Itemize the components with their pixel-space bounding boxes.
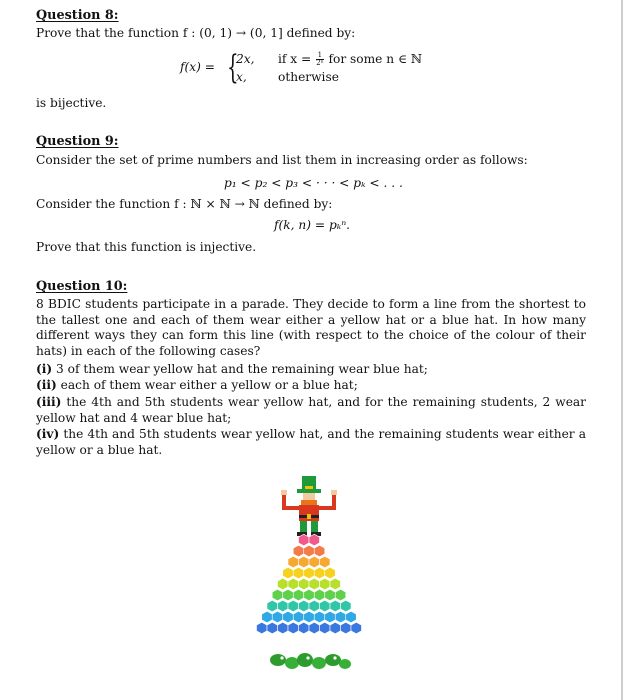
pyramid-hexagon [309, 578, 320, 590]
question-10-case-4 [36, 427, 586, 458]
pyramid-hexagon [320, 622, 331, 634]
pyramid-hexagon [320, 556, 331, 568]
pyramid-hexagon [304, 611, 315, 623]
question-10-case-3 [36, 395, 586, 426]
pyramid-hexagon [314, 545, 325, 557]
shamrock-icon [339, 659, 351, 669]
shamrock-icon [325, 654, 341, 666]
fraction-numerator: 1 [317, 51, 323, 59]
question-10-heading: Question 10: [36, 279, 128, 294]
leprechaun-figure [281, 476, 337, 536]
pyramid-hexagon [346, 611, 357, 623]
case-label: (i) [36, 362, 53, 376]
question-9-line-1: Consider the set of prime numbers and list them in increasing order as follows: [36, 153, 528, 167]
pyramid-hexagon [288, 578, 299, 590]
case-1-condition-pre: if x = [278, 52, 312, 66]
pyramid-hexagon [309, 556, 320, 568]
primes-chain: p₁ < p₂ < p₃ < · · · < pₖ < . . . [224, 176, 403, 190]
question-10-intro: 8 BDIC students participate in a parade. They decide to form a line from the shortest to the tallest one and each of them wear either a yellow hat or a blue hat. In how many different ways they can form this line (with respect to the choice of the colour of their hats) in each of the following cases? [36, 297, 586, 358]
shamrock-icon [297, 653, 313, 667]
shamrock-icon [312, 657, 326, 669]
question-8-conclusion: is bijective. [36, 96, 107, 110]
pyramid-hexagon [341, 600, 352, 612]
fraction-denominator: 2ⁿ [316, 59, 324, 67]
pyramid-hexagon [288, 600, 299, 612]
case-text: each of them wear either a yellow or a blue hat; [60, 378, 358, 392]
pyramid-hexagon [325, 589, 336, 601]
question-9-heading: Question 9: [36, 134, 119, 149]
pyramid-hexagon [262, 611, 273, 623]
pyramid-hexagon [320, 600, 331, 612]
question-9-line-3: Prove that this function is injective. [36, 240, 257, 254]
case-1-condition [278, 52, 422, 68]
shamrock-row [270, 653, 351, 669]
pyramid-hexagon [330, 600, 341, 612]
pyramid-hexagon [325, 611, 336, 623]
pyramid-hexagon [299, 556, 310, 568]
question-10-case-2 [36, 378, 586, 394]
pyramid-hexagon [309, 600, 320, 612]
pyramid-hexagon [299, 600, 310, 612]
pyramid-hexagon [304, 545, 315, 557]
pyramid-hexagon [299, 534, 310, 546]
pyramid-hexagon [335, 611, 346, 623]
pyramid-hexagon [293, 589, 304, 601]
pyramid-hexagon [314, 567, 325, 579]
question-8-heading: Question 8: [36, 8, 119, 23]
pyramid-hexagon [299, 622, 310, 634]
pyramid-hexagon [293, 545, 304, 557]
pyramid-hexagon [267, 622, 278, 634]
case-1-expression: 2x, [236, 52, 255, 66]
case-text: the 4th and 5th students wear yellow hat, and the remaining students wear either a yellow or a blue hat. [36, 427, 586, 457]
piecewise-lhs: f(x) = [180, 60, 215, 74]
pyramid-hexagon [267, 600, 278, 612]
pyramid-hexagon [320, 578, 331, 590]
case-text: the 4th and 5th students wear yellow hat, and for the remaining students, 2 wear yellow hat and 4 wear blue hat; [36, 395, 586, 425]
pyramid-hexagon [304, 567, 315, 579]
pyramid-hexagon [314, 611, 325, 623]
question-10-case-1 [36, 362, 586, 378]
pyramid-hexagon [330, 578, 341, 590]
rainbow-hexagon-pyramid [257, 534, 362, 634]
pyramid-hexagon [257, 622, 268, 634]
pyramid-hexagon [309, 534, 320, 546]
case-1-condition-post: for some n ∈ ℕ [328, 52, 423, 66]
pyramid-hexagon [299, 578, 310, 590]
pyramid-hexagon [278, 622, 289, 634]
question-9-line-2: Consider the function f : ℕ × ℕ → ℕ defined by: [36, 197, 333, 211]
case-label: (iii) [36, 395, 62, 409]
pyramid-hexagon [314, 589, 325, 601]
pyramid-hexagon [283, 567, 294, 579]
case-text: 3 of them wear yellow hat and the remaining wear blue hat; [56, 362, 428, 376]
pyramid-hexagon [335, 589, 346, 601]
pyramid-hexagon [309, 622, 320, 634]
left-brace: { [227, 47, 239, 86]
pyramid-hexagon [278, 600, 289, 612]
injective-formula: f(k, n) = pₖⁿ. [274, 218, 351, 232]
pyramid-hexagon [293, 611, 304, 623]
pyramid-hexagon [325, 567, 336, 579]
question-8-statement: Prove that the function f : (0, 1) → (0, 1] defined by: [36, 26, 356, 40]
pyramid-hexagon [341, 622, 352, 634]
pyramid-hexagon [330, 622, 341, 634]
pyramid-hexagon [293, 567, 304, 579]
pyramid-hexagon [351, 622, 362, 634]
case-label: (ii) [36, 378, 57, 392]
leprechaun-pyramid-illustration [238, 470, 380, 680]
case-label: (iv) [36, 427, 60, 441]
pyramid-hexagon [304, 589, 315, 601]
pyramid-hexagon [272, 611, 283, 623]
shamrock-icon [270, 654, 286, 666]
pyramid-hexagon [288, 556, 299, 568]
pyramid-hexagon [283, 589, 294, 601]
shamrock-icon [285, 657, 299, 669]
case-2-expression: x, [236, 70, 247, 84]
pyramid-hexagon [272, 589, 283, 601]
pyramid-hexagon [283, 611, 294, 623]
pyramid-hexagon [278, 578, 289, 590]
pyramid-hexagon [288, 622, 299, 634]
case-2-condition: otherwise [278, 70, 339, 84]
fraction [316, 52, 323, 67]
